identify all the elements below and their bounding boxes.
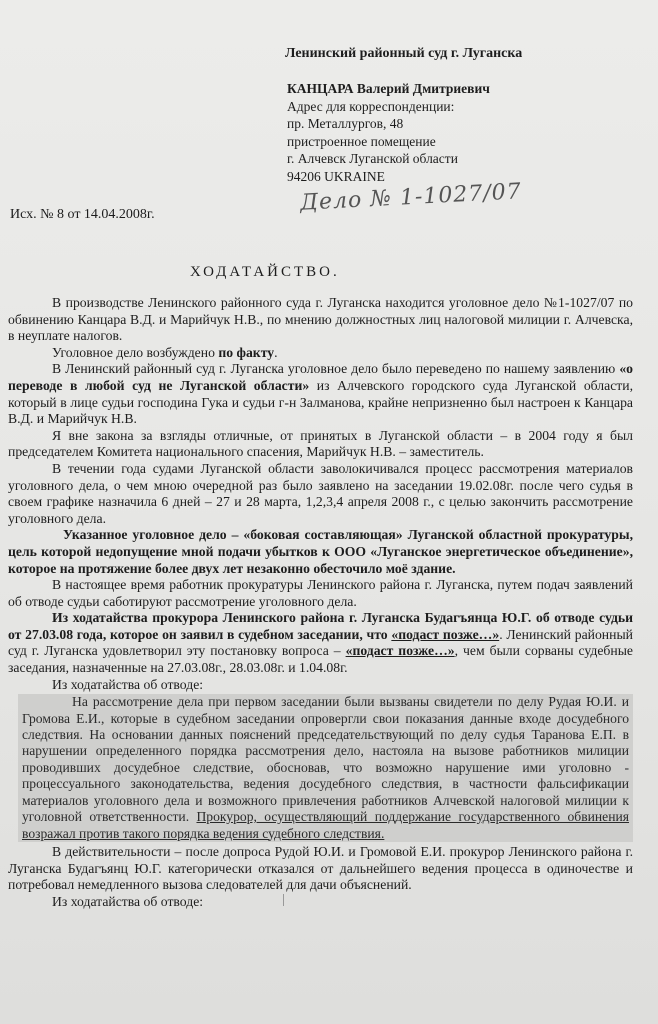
text-run: , чем были сорваны судебные заседания, назначенные на 27.03.08г., 28.03.08г. и 1.04.08г. xyxy=(8,643,633,676)
bold-underlined-text: «подаст позже…» xyxy=(391,626,500,642)
bold-text: Из ходатайства прокурора Ленинского района г. Луганска Будагъянца Ю.Г. об отводе судьи от 27.03.08 года, которое он заявил в судебном заседании, что xyxy=(8,610,633,642)
sender-name: КАНЦАРА Валерий Дмитриевич xyxy=(287,81,490,96)
address-line: Адрес для корреспонденции: xyxy=(287,98,455,114)
address-line: 94206 UKRAINE xyxy=(287,168,385,184)
quote-paragraph xyxy=(22,694,629,842)
paragraph xyxy=(8,345,633,362)
text-run: . Ленинский районный суд г. Луганска удовлетворил эту постановку вопроса – xyxy=(8,626,633,659)
text-run: Уголовное дело возбуждено xyxy=(52,344,219,360)
text-run: . xyxy=(274,344,278,360)
text-run: из Алчевского городского суда Луганской области, который в лице судьи господина Гука и судьи г-н Залманова, крайне непризненно был настроен к Канцара В.Д. и Марийчук Н.В. xyxy=(8,377,633,427)
text-run: В Ленинский районный суд г. Луганска уголовное дело было переведено по нашему заявлению xyxy=(52,361,620,377)
paragraph: Из ходатайства об отводе: xyxy=(52,676,204,692)
paragraph: В производстве Ленинского районного суда г. Луганска находится уголовное дело №1-1027/07 по обвинению Канцара В.Д. и Марийчук Н.В., по мнению должностных лиц налоговой милиции г. Алчевска, в неуплате налогов. xyxy=(8,295,633,344)
paragraph: В течении года судами Луганской области заволокичивался процесс рассмотрения материалов уголовного дела, о чем мною очередной раз было заявлено на заседании 19.02.08г. после чего судья в своем графике назначила 6 дней – 27 и 28 марта, 1,2,3,4 апреля 2008 г., с целью закончить рассмотрение уголовного дела. xyxy=(8,460,633,526)
paragraph: Я вне закона за взгляды отличные, от принятых в Луганской области – в 2004 году я был председателем Комитета национального спасения, Марийчук Н.В. – заместитель. xyxy=(8,427,633,460)
paragraph xyxy=(8,894,633,911)
bold-underlined-text: «подаст позже…» xyxy=(345,643,455,659)
bold-text: «о переводе в любой суд не Луганской области» xyxy=(8,361,633,393)
paragraph xyxy=(8,610,633,676)
sender-block xyxy=(287,80,490,185)
paragraph-bold: Указанное уголовное дело – «боковая составляющая» Луганской областной прокуратуры, цель которой недопущение мной подачи убытков к ООО «Луганское энергетическое объединение», которое на протяжение более двух лет незаконно обесточило моё здание. xyxy=(8,527,633,576)
document-title: ХОДАТАЙСТВО. xyxy=(190,264,340,280)
handwritten-case-number: Дело № 1-1027/07 xyxy=(299,179,523,216)
address-line: пристроенное помещение xyxy=(287,133,436,149)
address-line: пр. Металлургов, 48 xyxy=(287,116,404,131)
paragraph xyxy=(8,361,633,427)
document-body xyxy=(8,295,633,910)
quoted-excerpt xyxy=(18,694,633,842)
address-line: г. Алчевск Луганской области xyxy=(287,151,458,166)
court-name: Ленинский районный суд г. Луганска xyxy=(285,46,523,61)
text-run: На рассмотрение дела при первом заседании были вызваны свидетели по делу Рудая Ю.И. и Громова Е.И., которые в судебном заседании опровергли свои показания данные входе досудебного следствия. На основании данных пояснений председательствующий по делу судья Таранова Е.П. в нарушении определенного порядка рассмотрения дело, настояла на вызове работников милиции проводивших досудебное следствие, обосновав, что возможно нарушение ими уголовно - процессуального законодательства, ведения досудебного следствия, в частности фальсификации материалов уголовного дела и возможного привлечения работников Алчевской налоговой милиции к уголовной ответственности. xyxy=(22,694,629,825)
text-cursor-mark xyxy=(283,894,292,906)
text-run: Из ходатайства об отводе: xyxy=(52,893,204,909)
outgoing-number: Исх. № 8 от 14.04.2008г. xyxy=(10,207,155,222)
paragraph: В настоящее время работник прокуратуры Ленинского района г. Луганска, путем подач заявлений об отводе судьи саботируют рассмотрение уголовного дела. xyxy=(8,577,633,609)
bold-text: по факту xyxy=(218,344,275,360)
underlined-text: Прокурор, осуществляющий поддержание государственного обвинения возражал против такого порядка ведения судебного следствия. xyxy=(22,809,629,841)
paragraph: В действительности – после допроса Рудой Ю.И. и Громовой Е.И. прокурор Ленинского района г. Луганска Будагъянц Ю.Г. категорически отказался от дальнейшего ведения процесса в одиночестве и потребовал немедленного вызова следователей для дачи объяснений. xyxy=(8,843,633,893)
